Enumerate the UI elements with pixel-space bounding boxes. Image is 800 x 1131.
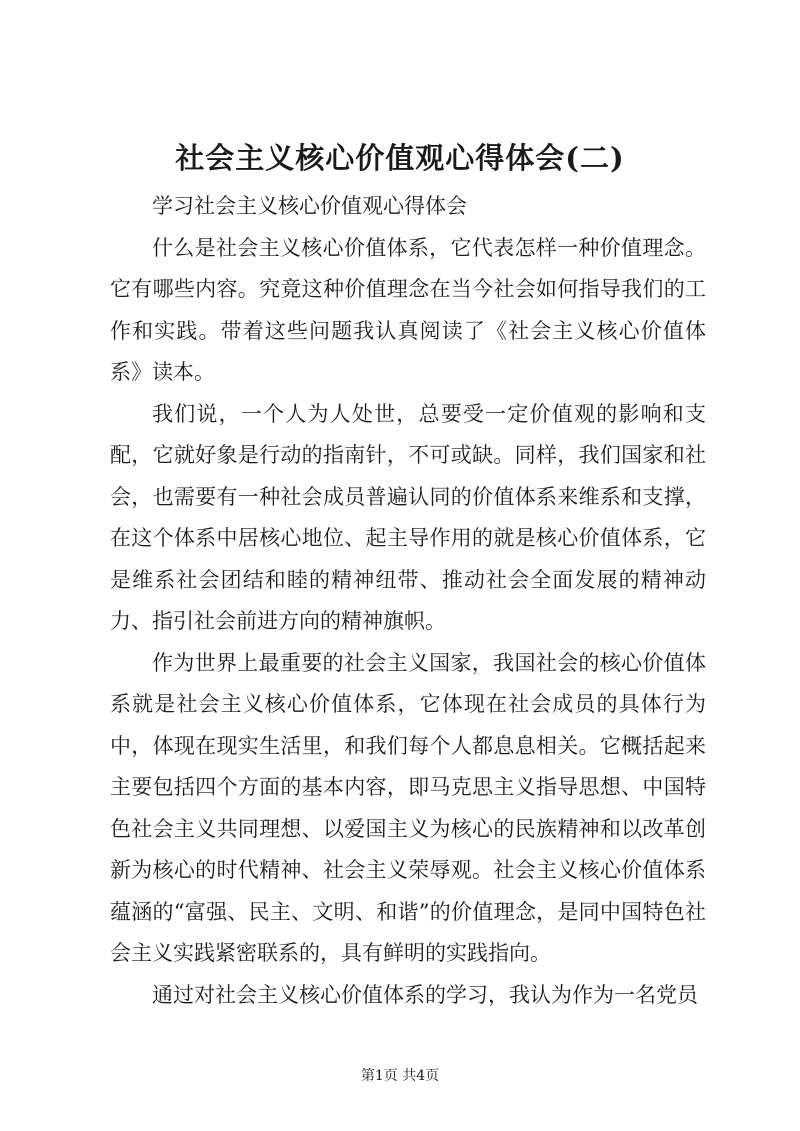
body-paragraph-2: 我们说，一个人为人处世，总要受一定价值观的影响和支配，它就好象是行动的指南针，不可或缺。同样，我们国家和社会，也需要有一种社会成员普遍认同的价值体系来维系和支撑，在这个体系中居核心地位、起主导作用的就是核心价值体系，它是维系社会团结和睦的精神纽带、推动社会全面发展的精神动力、指引社会前进方向的精神旗帜。 xyxy=(110,401,706,633)
body-paragraph-4: 通过对社会主义核心价值体系的学习，我认为作为一名党员 xyxy=(152,982,698,1007)
page-footer: 第1页 共4页 xyxy=(360,1068,440,1084)
body-paragraph-3: 作为世界上最重要的社会主义国家，我国社会的核心价值体系就是社会主义核心价值体系，它体现在社会成员的具体行为中，体现在现实生活里，和我们每个人都息息相关。它概括起来主要包括四个方面的基本内容，即马克思主义指导思想、中国特色社会主义共同理想、以爱国主义为核心的民族精神和以改革创新为核心的时代精神、社会主义荣辱观。社会主义核心价值体系蕴涵的“富强、民主、文明、和谐”的价值理念，是同中国特色社会主义实践紧密联系的，具有鲜明的实践指向。 xyxy=(110,650,706,965)
subtitle-paragraph: 学习社会主义核心价值观心得体会 xyxy=(152,194,467,218)
document-title: 社会主义核心价值观心得体会(二) xyxy=(175,141,625,175)
document-body xyxy=(110,186,706,1016)
body-paragraph-1: 什么是社会主义核心价值体系，它代表怎样一种价值理念。它有哪些内容。究竟这种价值理念在当今社会如何指导我们的工作和实践。带着这些问题我认真阅读了《社会主义核心价值体系》读本。 xyxy=(110,235,706,384)
